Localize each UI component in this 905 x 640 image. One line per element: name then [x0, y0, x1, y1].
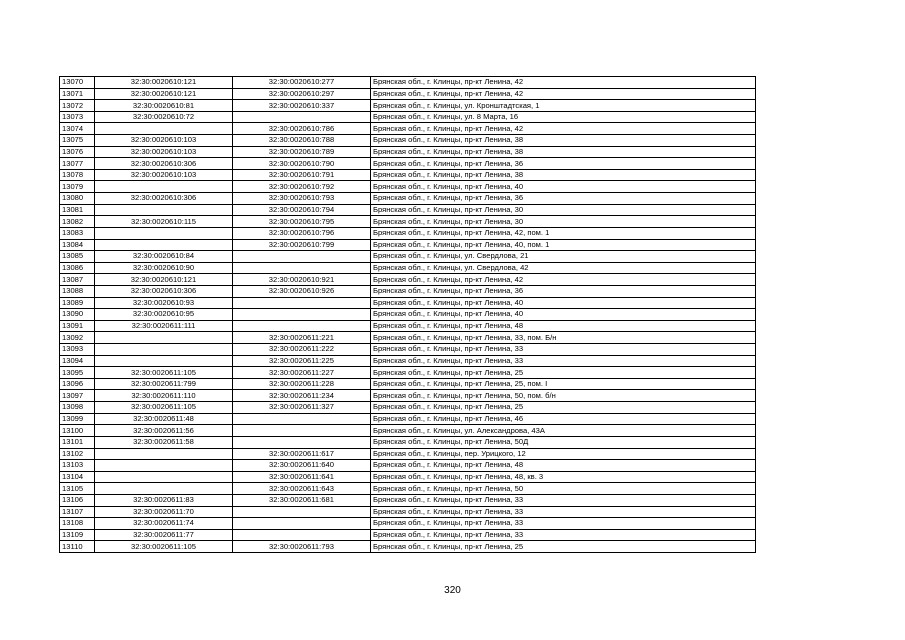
row-number-cell: 13101 — [60, 436, 95, 448]
address-cell: Брянская обл., г. Клинцы, пр-кт Ленина, 48 — [371, 460, 756, 472]
parcel-number-cell: 32:30:0020611:111 — [95, 320, 233, 332]
row-number-cell: 13077 — [60, 158, 95, 170]
table-row — [60, 297, 756, 309]
row-number-cell: 13091 — [60, 320, 95, 332]
object-number-cell — [233, 506, 371, 518]
parcel-number-cell — [95, 471, 233, 483]
object-number-cell — [233, 251, 371, 263]
parcel-number-cell — [95, 344, 233, 356]
table-row — [60, 436, 756, 448]
table-row — [60, 251, 756, 263]
table-row — [60, 529, 756, 541]
address-cell: Брянская обл., г. Клинцы, ул. Свердлова, 42 — [371, 262, 756, 274]
parcel-number-cell — [95, 123, 233, 135]
row-number-cell: 13083 — [60, 227, 95, 239]
parcel-number-cell: 32:30:0020611:56 — [95, 425, 233, 437]
object-number-cell — [233, 518, 371, 530]
address-cell: Брянская обл., г. Клинцы, пр-кт Ленина, 30 — [371, 204, 756, 216]
row-number-cell: 13081 — [60, 204, 95, 216]
row-number-cell: 13109 — [60, 529, 95, 541]
row-number-cell: 13079 — [60, 181, 95, 193]
table-row — [60, 239, 756, 251]
address-cell: Брянская обл., г. Клинцы, пр-кт Ленина, 33 — [371, 355, 756, 367]
address-cell: Брянская обл., г. Клинцы, пр-кт Ленина, 50 — [371, 483, 756, 495]
object-number-cell — [233, 320, 371, 332]
object-number-cell: 32:30:0020610:796 — [233, 227, 371, 239]
table-row — [60, 100, 756, 112]
object-number-cell: 32:30:0020610:788 — [233, 135, 371, 147]
object-number-cell — [233, 297, 371, 309]
table-row — [60, 471, 756, 483]
address-cell: Брянская обл., г. Клинцы, пр-кт Ленина, 36 — [371, 285, 756, 297]
address-cell: Брянская обл., г. Клинцы, ул. Александрова, 43А — [371, 425, 756, 437]
page-number: 320 — [444, 585, 461, 596]
address-cell: Брянская обл., г. Клинцы, ул. Свердлова, 21 — [371, 251, 756, 263]
address-cell: Брянская обл., г. Клинцы, пр-кт Ленина, 33, пом. Б/н — [371, 332, 756, 344]
parcel-number-cell — [95, 181, 233, 193]
row-number-cell: 13090 — [60, 309, 95, 321]
address-cell: Брянская обл., г. Клинцы, пр-кт Ленина, 33 — [371, 518, 756, 530]
row-number-cell: 13108 — [60, 518, 95, 530]
address-cell: Брянская обл., г. Клинцы, пр-кт Ленина, 30 — [371, 216, 756, 228]
parcel-number-cell: 32:30:0020611:105 — [95, 541, 233, 553]
table-row — [60, 77, 756, 89]
table-row — [60, 344, 756, 356]
parcel-number-cell: 32:30:0020610:93 — [95, 297, 233, 309]
object-number-cell: 32:30:0020610:297 — [233, 88, 371, 100]
address-cell: Брянская обл., г. Клинцы, ул. 8 Марта, 16 — [371, 111, 756, 123]
address-cell: Брянская обл., г. Клинцы, пр-кт Ленина, 42 — [371, 77, 756, 89]
object-number-cell — [233, 425, 371, 437]
row-number-cell: 13071 — [60, 88, 95, 100]
parcel-number-cell: 32:30:0020611:58 — [95, 436, 233, 448]
object-number-cell: 32:30:0020611:681 — [233, 494, 371, 506]
table-row — [60, 227, 756, 239]
table-row — [60, 181, 756, 193]
object-number-cell: 32:30:0020611:617 — [233, 448, 371, 460]
table-row — [60, 367, 756, 379]
parcel-number-cell: 32:30:0020610:121 — [95, 274, 233, 286]
table-row — [60, 460, 756, 472]
row-number-cell: 13098 — [60, 402, 95, 414]
object-number-cell — [233, 529, 371, 541]
address-cell: Брянская обл., г. Клинцы, пр-кт Ленина, 42, пом. 1 — [371, 227, 756, 239]
parcel-number-cell: 32:30:0020610:121 — [95, 88, 233, 100]
address-cell: Брянская обл., г. Клинцы, пр-кт Ленина, 40 — [371, 297, 756, 309]
table-body — [60, 77, 756, 553]
table-row — [60, 169, 756, 181]
row-number-cell: 13085 — [60, 251, 95, 263]
object-number-cell — [233, 262, 371, 274]
address-cell: Брянская обл., г. Клинцы, ул. Кронштадтская, 1 — [371, 100, 756, 112]
parcel-number-cell: 32:30:0020611:799 — [95, 378, 233, 390]
address-cell: Брянская обл., г. Клинцы, пр-кт Ленина, 33 — [371, 529, 756, 541]
table-row — [60, 309, 756, 321]
address-cell: Брянская обл., г. Клинцы, пр-кт Ленина, 33 — [371, 344, 756, 356]
address-cell: Брянская обл., г. Клинцы, пр-кт Ленина, 33 — [371, 506, 756, 518]
address-cell: Брянская обл., г. Клинцы, пр-кт Ленина, 42 — [371, 274, 756, 286]
parcel-number-cell: 32:30:0020610:306 — [95, 158, 233, 170]
object-number-cell: 32:30:0020610:799 — [233, 239, 371, 251]
parcel-number-cell: 32:30:0020610:103 — [95, 146, 233, 158]
address-cell: Брянская обл., г. Клинцы, пр-кт Ленина, 48 — [371, 320, 756, 332]
parcel-number-cell — [95, 204, 233, 216]
table-row — [60, 518, 756, 530]
parcel-number-cell: 32:30:0020610:121 — [95, 77, 233, 89]
object-number-cell: 32:30:0020611:227 — [233, 367, 371, 379]
table-row — [60, 123, 756, 135]
address-cell: Брянская обл., г. Клинцы, пр-кт Ленина, 25 — [371, 402, 756, 414]
table-row — [60, 483, 756, 495]
row-number-cell: 13095 — [60, 367, 95, 379]
object-number-cell: 32:30:0020610:337 — [233, 100, 371, 112]
row-number-cell: 13072 — [60, 100, 95, 112]
table-row — [60, 506, 756, 518]
address-cell: Брянская обл., г. Клинцы, пр-кт Ленина, 40, пом. 1 — [371, 239, 756, 251]
address-cell: Брянская обл., г. Клинцы, пр-кт Ленина, 50, пом. б/н — [371, 390, 756, 402]
table-row — [60, 332, 756, 344]
row-number-cell: 13110 — [60, 541, 95, 553]
address-cell: Брянская обл., г. Клинцы, пр-кт Ленина, 36 — [371, 158, 756, 170]
address-cell: Брянская обл., г. Клинцы, пр-кт Ленина, 38 — [371, 169, 756, 181]
object-number-cell: 32:30:0020610:786 — [233, 123, 371, 135]
row-number-cell: 13094 — [60, 355, 95, 367]
parcel-number-cell — [95, 460, 233, 472]
object-number-cell: 32:30:0020611:221 — [233, 332, 371, 344]
table-row — [60, 402, 756, 414]
table-row — [60, 204, 756, 216]
row-number-cell: 13088 — [60, 285, 95, 297]
parcel-number-cell: 32:30:0020610:115 — [95, 216, 233, 228]
parcel-number-cell: 32:30:0020611:83 — [95, 494, 233, 506]
parcel-number-cell: 32:30:0020611:74 — [95, 518, 233, 530]
object-number-cell: 32:30:0020611:640 — [233, 460, 371, 472]
address-cell: Брянская обл., г. Клинцы, пр-кт Ленина, 25 — [371, 541, 756, 553]
table-row — [60, 320, 756, 332]
parcel-number-cell: 32:30:0020611:105 — [95, 367, 233, 379]
table-row — [60, 494, 756, 506]
object-number-cell: 32:30:0020610:795 — [233, 216, 371, 228]
object-number-cell: 32:30:0020611:641 — [233, 471, 371, 483]
address-cell: Брянская обл., г. Клинцы, пр-кт Ленина, 46 — [371, 413, 756, 425]
object-number-cell: 32:30:0020611:793 — [233, 541, 371, 553]
parcel-number-cell: 32:30:0020610:90 — [95, 262, 233, 274]
row-number-cell: 13107 — [60, 506, 95, 518]
row-number-cell: 13099 — [60, 413, 95, 425]
row-number-cell: 13086 — [60, 262, 95, 274]
row-number-cell: 13089 — [60, 297, 95, 309]
address-cell: Брянская обл., г. Клинцы, пр-кт Ленина, 38 — [371, 146, 756, 158]
object-number-cell — [233, 413, 371, 425]
object-number-cell — [233, 436, 371, 448]
object-number-cell: 32:30:0020610:789 — [233, 146, 371, 158]
table-row — [60, 355, 756, 367]
table-row — [60, 262, 756, 274]
table-row — [60, 146, 756, 158]
address-cell: Брянская обл., г. Клинцы, пр-кт Ленина, 36 — [371, 193, 756, 205]
parcel-number-cell: 32:30:0020610:81 — [95, 100, 233, 112]
row-number-cell: 13103 — [60, 460, 95, 472]
row-number-cell: 13075 — [60, 135, 95, 147]
row-number-cell: 13100 — [60, 425, 95, 437]
row-number-cell: 13104 — [60, 471, 95, 483]
parcel-number-cell: 32:30:0020610:72 — [95, 111, 233, 123]
object-number-cell: 32:30:0020610:794 — [233, 204, 371, 216]
object-number-cell — [233, 309, 371, 321]
parcel-number-cell: 32:30:0020610:84 — [95, 251, 233, 263]
table-row — [60, 541, 756, 553]
object-number-cell: 32:30:0020610:921 — [233, 274, 371, 286]
parcel-number-cell: 32:30:0020610:95 — [95, 309, 233, 321]
address-cell: Брянская обл., г. Клинцы, пр-кт Ленина, 33 — [371, 494, 756, 506]
address-cell: Брянская обл., г. Клинцы, пр-кт Ленина, 38 — [371, 135, 756, 147]
row-number-cell: 13096 — [60, 378, 95, 390]
row-number-cell: 13097 — [60, 390, 95, 402]
table-row — [60, 158, 756, 170]
row-number-cell: 13106 — [60, 494, 95, 506]
object-number-cell: 32:30:0020611:228 — [233, 378, 371, 390]
object-number-cell — [233, 111, 371, 123]
parcel-number-cell: 32:30:0020610:103 — [95, 169, 233, 181]
object-number-cell: 32:30:0020610:790 — [233, 158, 371, 170]
address-cell: Брянская обл., г. Клинцы, пр-кт Ленина, 40 — [371, 181, 756, 193]
parcel-number-cell: 32:30:0020611:105 — [95, 402, 233, 414]
table-row — [60, 193, 756, 205]
row-number-cell: 13093 — [60, 344, 95, 356]
object-number-cell: 32:30:0020610:277 — [233, 77, 371, 89]
row-number-cell: 13078 — [60, 169, 95, 181]
parcel-number-cell: 32:30:0020610:103 — [95, 135, 233, 147]
table-row — [60, 285, 756, 297]
parcel-number-cell — [95, 227, 233, 239]
table-row — [60, 413, 756, 425]
object-number-cell: 32:30:0020611:234 — [233, 390, 371, 402]
address-cell: Брянская обл., г. Клинцы, пр-кт Ленина, 42 — [371, 88, 756, 100]
parcel-number-cell — [95, 355, 233, 367]
table-row — [60, 378, 756, 390]
table-row — [60, 425, 756, 437]
row-number-cell: 13073 — [60, 111, 95, 123]
table-row — [60, 216, 756, 228]
object-number-cell: 32:30:0020611:225 — [233, 355, 371, 367]
row-number-cell: 13084 — [60, 239, 95, 251]
object-number-cell: 32:30:0020610:926 — [233, 285, 371, 297]
row-number-cell: 13105 — [60, 483, 95, 495]
parcel-number-cell — [95, 239, 233, 251]
table-row — [60, 390, 756, 402]
parcel-number-cell: 32:30:0020611:48 — [95, 413, 233, 425]
address-cell: Брянская обл., г. Клинцы, пр-кт Ленина, 42 — [371, 123, 756, 135]
row-number-cell: 13074 — [60, 123, 95, 135]
object-number-cell: 32:30:0020610:792 — [233, 181, 371, 193]
cadastral-table — [59, 76, 756, 553]
parcel-number-cell: 32:30:0020610:306 — [95, 285, 233, 297]
row-number-cell: 13070 — [60, 77, 95, 89]
object-number-cell: 32:30:0020610:791 — [233, 169, 371, 181]
object-number-cell: 32:30:0020611:222 — [233, 344, 371, 356]
row-number-cell: 13082 — [60, 216, 95, 228]
table-row — [60, 135, 756, 147]
parcel-number-cell: 32:30:0020610:306 — [95, 193, 233, 205]
address-cell: Брянская обл., г. Клинцы, пр-кт Ленина, 50Д — [371, 436, 756, 448]
address-cell: Брянская обл., г. Клинцы, пр-кт Ленина, 48, кв. 3 — [371, 471, 756, 483]
parcel-number-cell: 32:30:0020611:110 — [95, 390, 233, 402]
parcel-number-cell — [95, 332, 233, 344]
table-row — [60, 111, 756, 123]
address-cell: Брянская обл., г. Клинцы, пр-кт Ленина, 40 — [371, 309, 756, 321]
parcel-number-cell: 32:30:0020611:77 — [95, 529, 233, 541]
address-cell: Брянская обл., г. Клинцы, пр-кт Ленина, 25, пом. I — [371, 378, 756, 390]
parcel-number-cell — [95, 483, 233, 495]
table-row — [60, 448, 756, 460]
address-cell: Брянская обл., г. Клинцы, пер. Урицкого, 12 — [371, 448, 756, 460]
row-number-cell: 13092 — [60, 332, 95, 344]
row-number-cell: 13080 — [60, 193, 95, 205]
object-number-cell: 32:30:0020610:793 — [233, 193, 371, 205]
parcel-number-cell: 32:30:0020611:70 — [95, 506, 233, 518]
row-number-cell: 13087 — [60, 274, 95, 286]
row-number-cell: 13076 — [60, 146, 95, 158]
object-number-cell: 32:30:0020611:643 — [233, 483, 371, 495]
address-cell: Брянская обл., г. Клинцы, пр-кт Ленина, 25 — [371, 367, 756, 379]
row-number-cell: 13102 — [60, 448, 95, 460]
table-row — [60, 88, 756, 100]
parcel-number-cell — [95, 448, 233, 460]
object-number-cell: 32:30:0020611:327 — [233, 402, 371, 414]
table-row — [60, 274, 756, 286]
